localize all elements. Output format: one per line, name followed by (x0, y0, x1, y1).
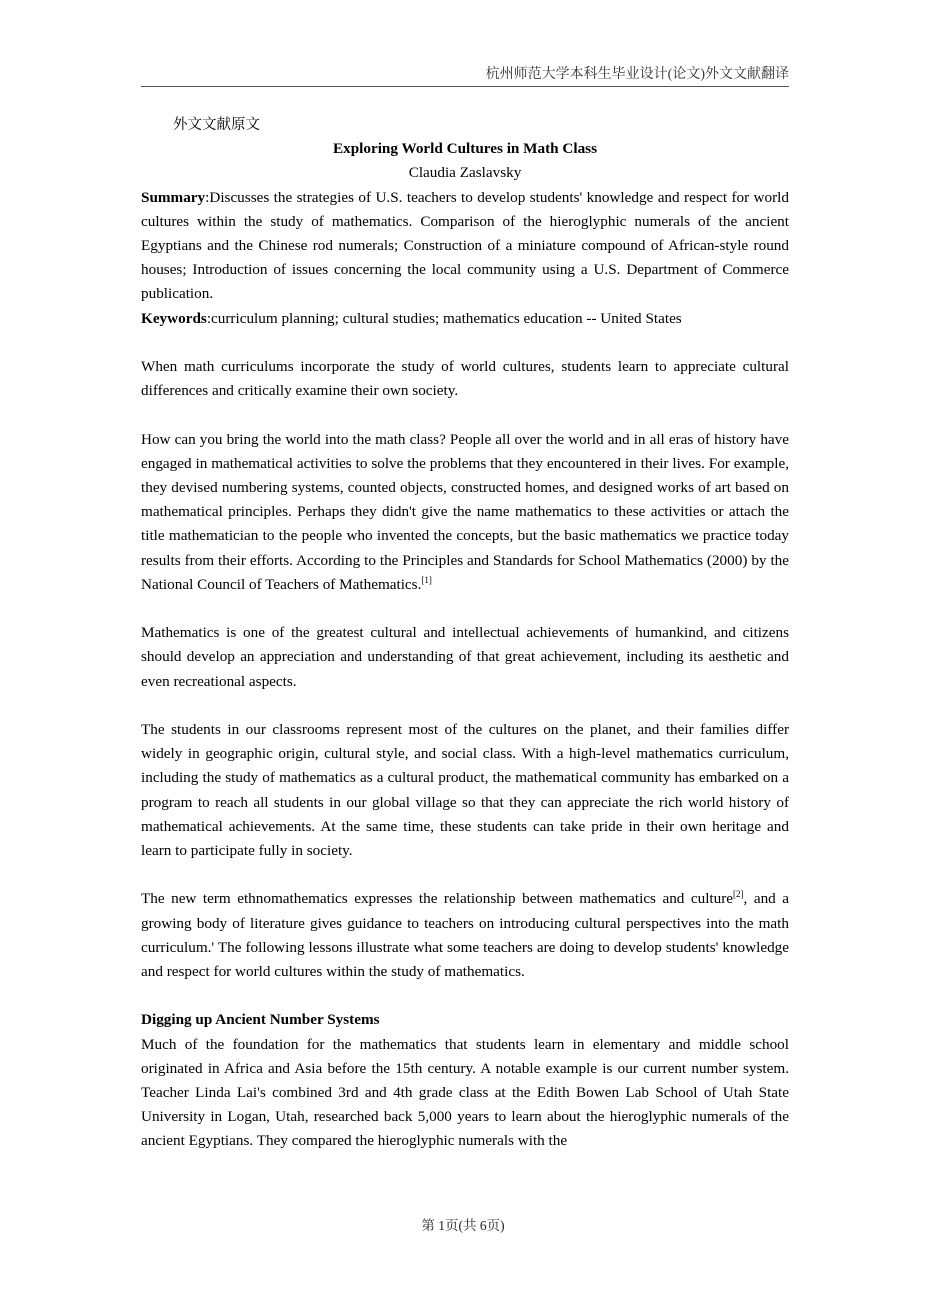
paragraph-text: How can you bring the world into the math class? People all over the world and in all eras of history have engaged in mathematical activities to solve the problems that they encountered in their lives. For example, they devised numbering systems, counted objects, constructed homes, and designed works of art based on mathematical principles. Perhaps they didn't give the name mathematics to these activities or attach the title mathematician to the people who invented the concepts, but the basic mathematics we practice today results from their efforts. According to the Principles and Standards for School Mathematics (2000) by the National Council of Teachers of Mathematics. (141, 430, 789, 593)
article-author: Claudia Zaslavsky (408, 164, 522, 182)
spacer (141, 597, 789, 621)
summary-text: :Discusses the strategies of U.S. teachers to develop students' knowledge and respect for world cultures within the study of mathematics. Comparison of the hieroglyphic numerals of the ancient Egyptians and the Chinese rod numerals; Construction of a miniature compound of African-style round houses; Introduction of issues concerning the local community using a U.S. Department of Commerce publication. (141, 188, 789, 303)
keywords-label: Keywords (141, 309, 207, 327)
keywords-text: :curriculum planning; cultural studies; mathematics education -- United States (206, 309, 682, 327)
spacer (141, 403, 789, 427)
page-number: 第 1页(共 6页) (421, 1218, 505, 1233)
summary-paragraph (141, 186, 789, 307)
paragraph-text: , and a growing body of literature gives guidance to teachers on introducing cultural perspectives into the math curriculum.' The following lessons illustrate what some teachers are doing to develop students' knowledge and respect for world cultures within the study of mathematics. (141, 890, 789, 981)
keywords-paragraph (141, 307, 789, 331)
footnote-ref-1[interactable]: [1] (421, 574, 432, 585)
body-paragraph-4: The students in our classrooms represent most of the cultures on the planet, and their families differ widely in geographic origin, cultural style, and social class. With a high-level mathematics curriculum, including the study of mathematics as a cultural product, the mathematical community has embarked on a program to reach all students in our global village so that they can appreciate the rich world history of mathematical achievements. At the same time, these students can take pride in their own heritage and learn to participate fully in society. (141, 721, 789, 860)
body-paragraph-2 (141, 428, 789, 597)
body-paragraph-6: Much of the foundation for the mathematics that students learn in elementary and middle school originated in Africa and Asia before the 15th century. A notable example is our current number system. Teacher Linda Lai's combined 3rd and 4th grade class at the Edith Bowen Lab School of Utah State University in Logan, Utah, researched back 5,000 years to learn about the hieroglyphic numerals of the ancient Egyptians. They compared the hieroglyphic numerals with the (141, 1035, 789, 1150)
section-label: 外文文献原文 (173, 117, 260, 133)
body-paragraph-3: Mathematics is one of the greatest cultural and intellectual achievements of humankind, and citizens should develop an appreciation and understanding of that great achievement, including its aesthetic and even recreational aspects. (141, 624, 789, 690)
section-subheading: Digging up Ancient Number Systems (141, 1011, 380, 1029)
header-divider (141, 86, 789, 87)
footnote-ref-2[interactable]: [2] (733, 889, 744, 900)
summary-label: Summary (141, 188, 206, 206)
document-body (141, 113, 789, 1154)
spacer (141, 331, 789, 355)
spacer (141, 863, 789, 887)
paragraph-text: The new term ethnomathematics expresses the relationship between mathematics and culture (141, 890, 734, 908)
article-title: Exploring World Cultures in Math Class (332, 140, 597, 158)
body-paragraph-5 (141, 887, 789, 984)
body-paragraph-1: When math curriculums incorporate the study of world cultures, students learn to appreciate cultural differences and critically examine their own society. (141, 358, 789, 400)
spacer (141, 694, 789, 718)
running-header: 杭州师范大学本科生毕业设计(论文)外文文献翻译 (485, 67, 789, 82)
spacer (141, 984, 789, 1008)
